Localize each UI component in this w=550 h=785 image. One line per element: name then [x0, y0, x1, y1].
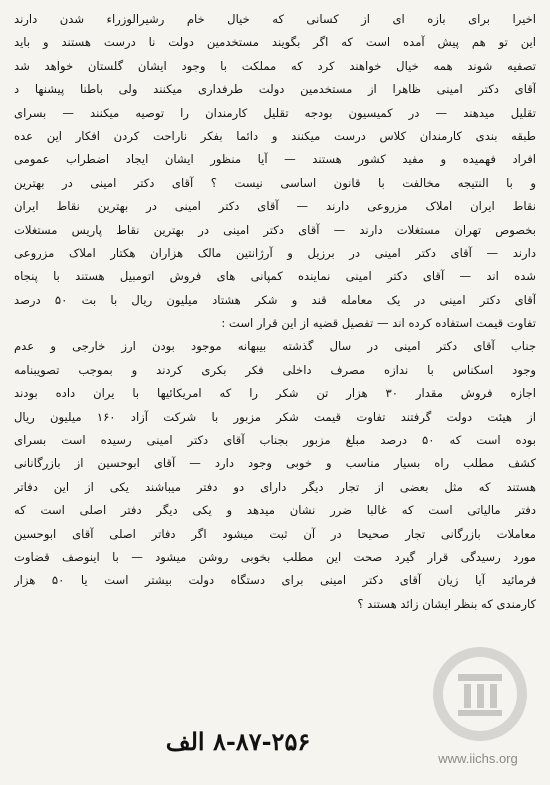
text-line: دفتر مالیاتی است که غالبا ضرر نشان میدهد و یکی دیگر دفتر اصلی است که — [14, 503, 536, 518]
text-line: از هیئت دولت گرفتند تفاوت قیمت شکر مزبور با شرکت آزاد ۱۶۰ میلیون ریال — [14, 409, 536, 424]
text-line: تفاوت قیمت استفاده کرده اند — تفصیل قضیه از این قرار است : — [221, 316, 536, 331]
text-line: آقای دکتر امینی در یک معامله قند و شکر هشتاد میلیون ریال با بت ۵۰ درصد — [14, 292, 536, 307]
text-line: اجازه فروش مقدار ۳۰ هزار تن شکر را که امریکائیها با یران داده بودند — [14, 386, 536, 401]
text-line: بوده است که ۵۰ درصد مبلغ مزبور بجناب آقای دکتر امینی رسیده است بسرای — [14, 433, 536, 448]
text-line: جناب آقای دکتر امینی در سال گذشته بیبهانه موجود بودن ارز خارجی و عدم — [14, 339, 536, 354]
text-line: هستند که مثل بعضی از تجار دیگر دارای دو دفتر میباشند یکی از این دفاتر — [14, 479, 536, 494]
text-line: تقلیل میدهند — در کمیسیون بودجه تقلیل کارمندان را توصیه میکنند — بسرای — [14, 105, 536, 120]
watermark-url: www.iichs.org — [438, 751, 518, 766]
text-line: نقاط ایران املاک مزروعی دارند — آقای دکتر امینی در بهترین نقاط ایران — [14, 199, 536, 214]
text-line: بخصوص تهران مستغلات دارند — آقای دکتر امینی در بهترین نقاط پاریس مستغلات — [14, 222, 536, 237]
text-line: کارمندی که بنظر ایشان زائد هستند ؟ — [357, 596, 536, 611]
iichs-logo-icon — [430, 644, 530, 744]
text-line: وجود اسکناس با ندازه مصرف داخلی فکر بکری کردند و بموجب تصویبنامه — [14, 362, 536, 377]
text-line: فرمائید آیا زیان آقای دکتر امینی برای دستگاه دولت بیشتر است یا ۵۰ هزار — [14, 573, 536, 588]
text-line: طبقه بندی کارمندان کلاس درست میکنند و دائما بفکر ناراحت کردن افکار این عده — [14, 128, 536, 143]
text-line: آقای دکتر امینی ظاهرا از مستخدمین دولت طرفداری میکنند ولی باطنا پیشنها د — [14, 82, 536, 97]
text-line: دارند — آقای دکتر امینی در برزیل و آرژانتین مالک هزاران هکتار املاک مزروعی — [14, 245, 536, 260]
document-body — [14, 8, 536, 616]
text-line: معاملات بازرگانی تجار صحیحا در آن ثبت میشود اگر دفاتر اصلی آقای ابوحسین — [14, 526, 536, 541]
text-line: شده اند — آقای دکتر امینی نماینده کمپانی های فروش اتومبیل هستند با پنجاه — [14, 269, 536, 284]
text-line: این تو هم پیش آمده است که اگر بگویند مستخدمین دولت نا درست هستند و باید — [14, 35, 536, 50]
document-reference-number: ۸-۸۷-۲۵۶ الف — [165, 727, 311, 756]
text-line: مورد رسیدگی قرار گیرد صحت این مطلب بخوبی روشن میشود — با اینوصف قضاوت — [14, 549, 536, 564]
text-line: و با النتیجه مخالفت با قانون اساسی نیست ؟ آقای دکتر امینی در بهترین — [14, 175, 536, 190]
text-line: اخیرا برای بازه ای از کسانی که خیال خام رشیرالوزراء شدن دارند — [14, 12, 536, 26]
text-line: تصفیه شوند همه خیال خواهند کرد که مملکت با وجود ایشان گلستان خواهد شد — [14, 58, 536, 73]
text-line: کشف مطلب راه بسیار مناسب و خوبی وجود دارد — آقای ابوحسین از بازرگانانی — [14, 456, 536, 471]
text-line: افراد فهمیده و مفید کشور هستند — آیا منظور ایشان ایجاد اضطراب عمومی — [14, 152, 536, 167]
